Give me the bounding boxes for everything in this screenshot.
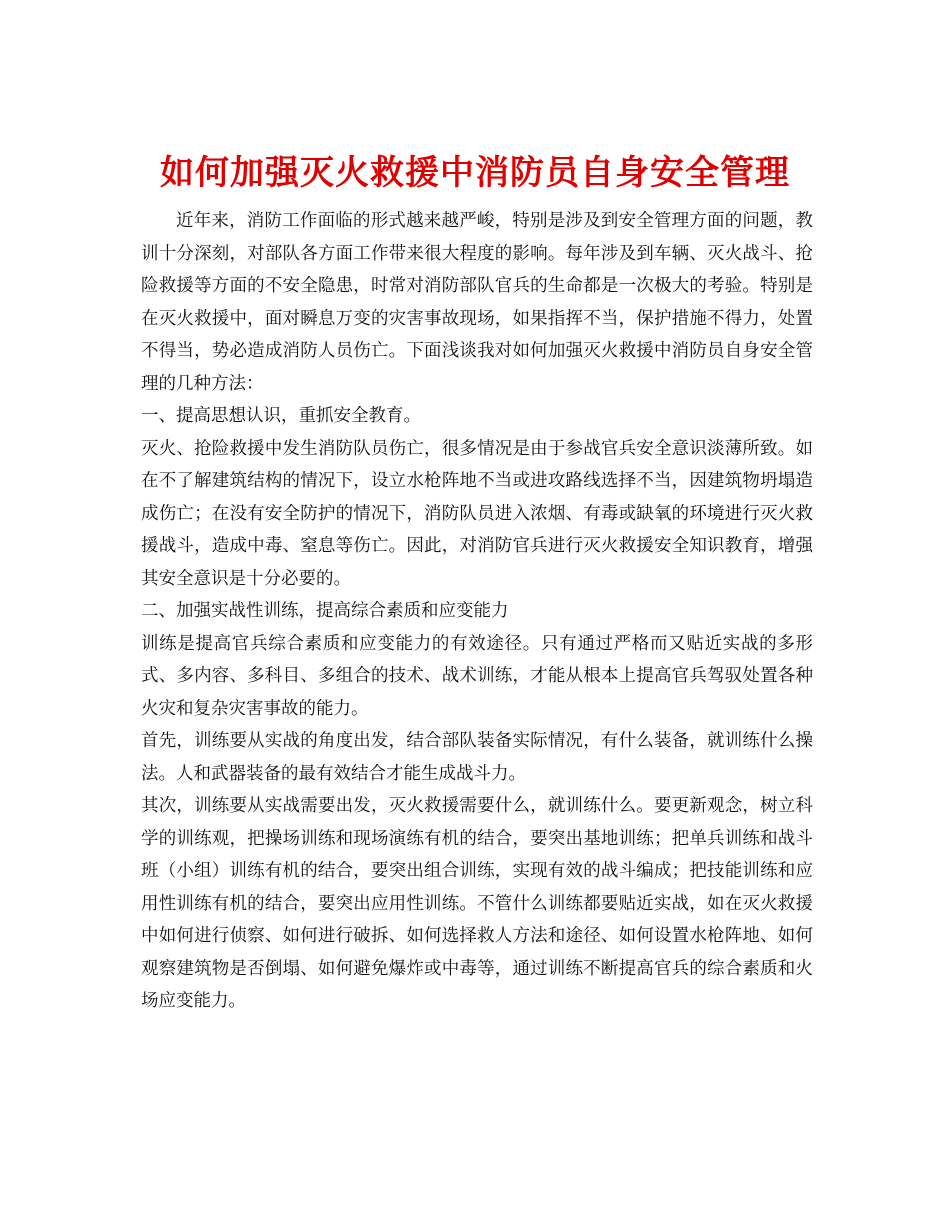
section-2-paragraph: 训练是提高官兵综合素质和应变能力的有效途径。只有通过严格而又贴近实战的多形式、多内容、多科目、多组合的技术、战术训练，才能从根本上提高官兵驾驭处置各种火灾和复杂灾害事故的能力。 <box>141 633 813 719</box>
second-point-paragraph: 其次，训练要从实战需要出发，灭火救援需要什么，就训练什么。要更新观念，树立科学的训练观，把操场训练和现场演练有机的结合，要突出基地训练；把单兵训练和战斗班（小组）训练有机的结合，要突出组合训练，实现有效的战斗编成；把技能训练和应用性训练有机的结合，要突出应用性训练。不管什么训练都要贴近实战，如在灭火救援中如何进行侦察、如何进行破拆、如何选择救人方法和途径、如何设置水枪阵地、如何观察建筑物是否倒塌、如何避免爆炸或中毒等，通过训练不断提高官兵的综合素质和火场应变能力。 <box>141 796 813 1011</box>
section-heading-2: 二、加强实战性训练，提高综合素质和应变能力 <box>141 601 509 621</box>
document-body <box>141 205 813 1018</box>
intro-paragraph: 近年来，消防工作面临的形式越来越严峻，特别是涉及到安全管理方面的问题，教训十分深刻，对部队各方面工作带来很大程度的影响。每年涉及到车辆、灭火战斗、抢险救援等方面的不安全隐患，时常对消防部队官兵的生命都是一次极大的考验。特别是在灭火救援中，面对瞬息万变的灾害事故现场，如果指挥不当，保护措施不得力，处置不得当，势必造成消防人员伤亡。下面浅谈我对如何加强灭火救援中消防员自身安全管理的几种方法： <box>141 211 813 394</box>
section-heading-1: 一、提高思想认识，重抓安全教育。 <box>141 406 421 426</box>
first-point-paragraph: 首先，训练要从实战的角度出发，结合部队装备实际情况，有什么装备，就训练什么操法。人和武器装备的最有效结合才能生成战斗力。 <box>141 731 813 784</box>
section-1-paragraph: 灭火、抢险救援中发生消防队员伤亡，很多情况是由于参战官兵安全意识淡薄所致。如在不了解建筑结构的情况下，设立水枪阵地不当或进攻路线选择不当，因建筑物坍塌造成伤亡；在没有安全防护的情况下，消防队员进入浓烟、有毒或缺氧的环境进行灭火救援战斗，造成中毒、窒息等伤亡。因此，对消防官兵进行灭火救援安全知识教育，增强其安全意识是十分必要的。 <box>141 438 813 589</box>
document-title: 如何加强灭火救援中消防员自身安全管理 <box>160 152 790 193</box>
